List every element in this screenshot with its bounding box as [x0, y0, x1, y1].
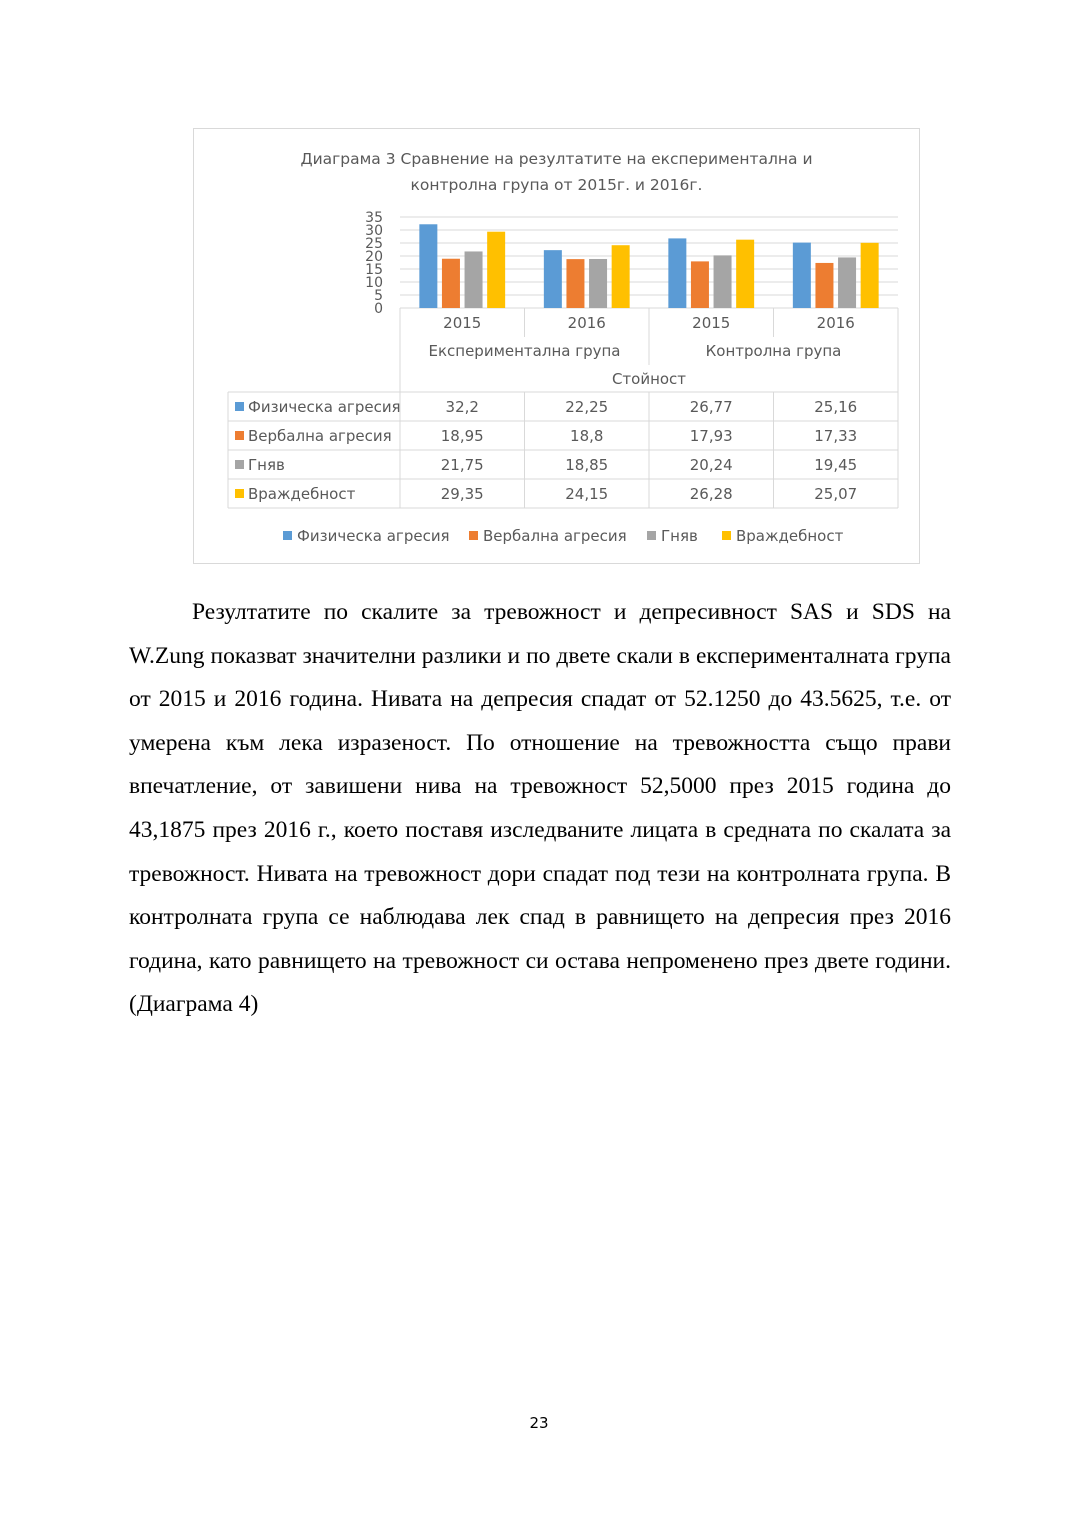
- y-tick-label: 15: [365, 262, 383, 278]
- table-series-label: Враждебност: [248, 485, 356, 503]
- table-legend-swatch: [235, 460, 244, 469]
- legend-swatch: [283, 531, 292, 540]
- data-label: 18,85: [565, 456, 609, 474]
- x-category-label: 2015: [443, 314, 482, 332]
- y-tick-label: 30: [365, 223, 383, 239]
- bar: [589, 259, 607, 308]
- data-label: 18,95: [440, 427, 484, 445]
- chart-canvas: [0, 0, 1080, 580]
- legend-label: Физическа агресия: [297, 527, 450, 545]
- legend-label: Вербална агресия: [483, 527, 627, 545]
- bar: [487, 232, 505, 308]
- bar: [838, 257, 856, 308]
- table-series-label: Вербална агресия: [248, 427, 392, 445]
- bar: [815, 263, 833, 308]
- data-label: 20,24: [689, 456, 733, 474]
- bar: [419, 224, 437, 308]
- x-category-label: 2015: [692, 314, 731, 332]
- legend-swatch: [647, 531, 656, 540]
- x-category-label: 2016: [567, 314, 606, 332]
- bar: [544, 250, 562, 308]
- bar: [612, 245, 630, 308]
- data-label: 25,16: [814, 398, 858, 416]
- legend-label: Гняв: [661, 527, 698, 545]
- chart-title-line-2: контролна група от 2015г. и 2016г.: [410, 176, 703, 194]
- y-tick-label: 0: [374, 301, 383, 317]
- table-legend-swatch: [235, 489, 244, 498]
- bar: [566, 259, 584, 308]
- data-label: 32,2: [445, 398, 479, 416]
- y-tick-label: 5: [374, 288, 383, 304]
- data-label: 29,35: [440, 485, 484, 503]
- y-tick-label: 20: [365, 249, 383, 265]
- x-group-label: Контролна група: [705, 342, 842, 360]
- data-label: 17,33: [814, 427, 858, 445]
- table-series-label: Физическа агресия: [248, 398, 401, 416]
- bar: [861, 243, 879, 308]
- y-tick-label: 25: [365, 236, 383, 252]
- data-label: 26,28: [689, 485, 733, 503]
- y-tick-label: 35: [365, 210, 383, 226]
- data-label: 22,25: [565, 398, 609, 416]
- bar: [793, 243, 811, 308]
- bar: [668, 238, 686, 308]
- bar: [465, 251, 483, 308]
- bar: [714, 255, 732, 308]
- legend-label: Враждебност: [736, 527, 844, 545]
- x-group-label: Експериментална група: [428, 342, 621, 360]
- table-legend-swatch: [235, 402, 244, 411]
- x-category-label: 2016: [816, 314, 855, 332]
- bar: [736, 240, 754, 308]
- chart-title-line-1: Диаграма 3 Сравнение на резултатите на експериментална и: [300, 150, 813, 168]
- data-label: 25,07: [814, 485, 858, 503]
- body-paragraph: Резултатите по скалите за тревожност и депресивност SAS и SDS на W.Zung показват значителни разлики и по двете скали в експерименталната група от 2015 и 2016 година. Нивата на депресия спадат от 52.1250 до 43.5625, т.е. от умерена към лека изразеност. По отношение на тревожността също прави впечатление, от завишени нива на тревожност 52,5000 през 2015 година до 43,1875 през 2016 г., което поставя изследваните лицата в средната по скалата за тревожност. Нивата на тревожност дори спадат под тези на контролната група. В контролната група се наблюдава лек спад в равнището на депресия през 2016 година, като равнището на тревожност си остава непроменено през двете години. (Диаграма 4): [129, 599, 951, 1018]
- legend-swatch: [469, 531, 478, 540]
- table-series-label: Гняв: [248, 456, 285, 474]
- data-label: 17,93: [689, 427, 733, 445]
- page-number: 23: [529, 1414, 549, 1432]
- data-label: 18,8: [570, 427, 604, 445]
- data-label: 24,15: [565, 485, 609, 503]
- y-tick-label: 10: [365, 275, 383, 291]
- legend-swatch: [722, 531, 731, 540]
- data-label: 21,75: [440, 456, 484, 474]
- data-label: 26,77: [689, 398, 733, 416]
- table-legend-swatch: [235, 431, 244, 440]
- bar: [691, 261, 709, 308]
- bar: [442, 259, 460, 308]
- x-axis-title: Стойност: [611, 370, 687, 388]
- data-label: 19,45: [814, 456, 858, 474]
